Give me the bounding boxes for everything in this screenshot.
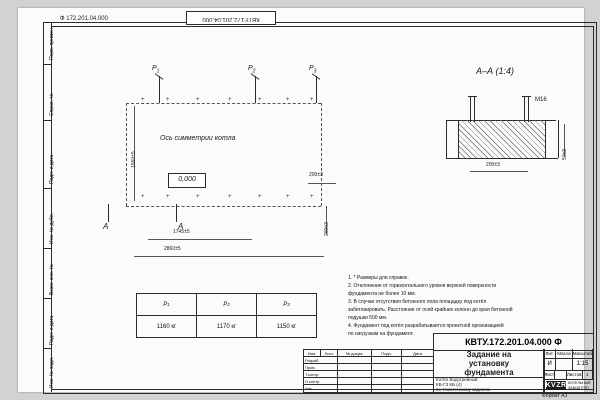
sheet-label: Лист bbox=[544, 372, 555, 377]
row-cell-0-3 bbox=[402, 357, 434, 364]
mark-plus: + bbox=[310, 194, 314, 200]
lt-h2-p: Р bbox=[223, 301, 228, 308]
strip-label-0: Перв. примен. bbox=[49, 26, 55, 60]
notes-block bbox=[348, 274, 588, 338]
strip-label-6: Инв. № подл. bbox=[49, 356, 55, 388]
mark-plus: + bbox=[166, 194, 170, 200]
strip-sep-c bbox=[43, 188, 51, 189]
approval-note: по техническому заданию bbox=[436, 387, 491, 392]
note-line-5: подушки 500 мм. bbox=[348, 315, 388, 321]
load-label-3-idx: 3 bbox=[313, 68, 317, 75]
load-table-header-1-text bbox=[137, 294, 196, 315]
lit-value: И bbox=[543, 358, 555, 370]
company-block bbox=[543, 379, 594, 393]
load-label-3-text: Р bbox=[309, 65, 314, 72]
mark-plus: + bbox=[228, 97, 232, 103]
row-label-0 bbox=[304, 357, 338, 364]
top-code-box-text: КВТУ.172.201.04.000 bbox=[202, 15, 260, 22]
scale-value: 1:15 bbox=[572, 358, 592, 370]
load-table bbox=[136, 293, 317, 338]
strip-sep-d bbox=[43, 248, 51, 249]
row-label-1 bbox=[304, 364, 338, 371]
load-label-1 bbox=[152, 65, 159, 75]
anchor-bolt-1-right bbox=[474, 96, 475, 122]
mass-value bbox=[555, 358, 572, 370]
plan-top-edge bbox=[126, 103, 321, 104]
strip-label-5: Подп. и дата bbox=[49, 315, 55, 345]
load-table-cell-1 bbox=[137, 316, 197, 338]
row-cell-0-1 bbox=[338, 357, 372, 364]
load-table-cell-1-text: 1160 кг bbox=[156, 323, 177, 330]
col-head-3 bbox=[372, 350, 402, 357]
title-line-0: Задание на bbox=[466, 350, 512, 359]
section-mark-right-line bbox=[176, 204, 177, 222]
load-table-header-2 bbox=[197, 294, 257, 316]
mark-plus: + bbox=[286, 194, 290, 200]
mark-plus: + bbox=[141, 97, 145, 103]
title-line-2: фундамента bbox=[464, 368, 514, 377]
note-line-7: по нагрузкам на фундамент. bbox=[348, 331, 414, 337]
axis-symmetry-label: Ось симметрии котла bbox=[160, 135, 236, 142]
strip-label-4: Взам. инв. № bbox=[49, 264, 55, 295]
top-left-code: Ф 172.201.04.000 bbox=[60, 16, 108, 22]
load-table-header-1 bbox=[137, 294, 197, 316]
load-table-cell-3-text: 1150 кг bbox=[276, 323, 297, 330]
anchor-bolt-1-cap bbox=[468, 96, 477, 97]
boiler-ref-0: Котёл Водогрейный bbox=[436, 377, 478, 382]
level-box-text: 0,000 bbox=[178, 176, 196, 184]
load-label-1-text: Р bbox=[152, 65, 157, 72]
dim-outer-label: 2860±5 bbox=[164, 246, 181, 252]
load-table-header-3-text bbox=[257, 294, 316, 315]
strip-sep-b bbox=[43, 120, 51, 121]
load-table-cell-2-text: 1170 кг bbox=[216, 323, 237, 330]
section-base-line bbox=[446, 158, 558, 159]
col-head-0-text: Изм. bbox=[307, 350, 317, 356]
scale-header: Масштаб bbox=[572, 351, 592, 356]
anchor-bolt-2-right bbox=[528, 96, 529, 122]
mass-header: Масса bbox=[555, 349, 572, 358]
row-cell-4-2 bbox=[372, 385, 402, 393]
strip-label-1: Справ. № bbox=[49, 93, 55, 116]
load-label-2-text: Р bbox=[248, 65, 253, 72]
drawing-sheet bbox=[18, 8, 592, 399]
row-cell-4-1 bbox=[338, 385, 372, 393]
col-head-0 bbox=[304, 350, 321, 357]
dim-right-bottom-label: 200±3 bbox=[324, 222, 330, 236]
note-line-4: забетонировать. Расстояние от осей крайних колонн до края бетонной bbox=[348, 307, 513, 313]
row-label-3 bbox=[304, 378, 338, 385]
load-label-2-idx: 2 bbox=[252, 68, 256, 75]
dim-vertical-label: 1560±5 bbox=[131, 151, 137, 168]
plan-left-edge bbox=[126, 103, 127, 206]
mark-plus: + bbox=[141, 194, 145, 200]
row-label-0-text: Разраб. bbox=[305, 357, 320, 363]
mark-plus: + bbox=[228, 194, 232, 200]
anchor-bolt-2-left bbox=[524, 96, 525, 122]
sheets-label: Листов bbox=[566, 372, 582, 377]
col-head-1-text: Лист bbox=[324, 350, 334, 356]
company-logo-icon: KVZR bbox=[545, 382, 567, 389]
load-table-cell-3 bbox=[257, 316, 317, 338]
col-head-4-text: Дата bbox=[413, 350, 422, 356]
load-arrow-1 bbox=[159, 76, 160, 103]
boiler-ref-1: КВ-ГЗ КБ (4) bbox=[436, 382, 462, 387]
dim-right-top-line bbox=[308, 183, 336, 184]
title-line-1: установку bbox=[468, 359, 510, 368]
row-cell-3-2 bbox=[372, 378, 402, 385]
section-foundation-block bbox=[458, 120, 546, 159]
row-cell-0-2 bbox=[372, 357, 402, 364]
plan-bottom-edge bbox=[126, 206, 321, 207]
load-label-2 bbox=[248, 65, 255, 75]
mark-plus: + bbox=[196, 97, 200, 103]
section-mark-right: A bbox=[178, 222, 184, 231]
mark-plus: + bbox=[258, 97, 262, 103]
format-note: Формат А3 bbox=[542, 393, 568, 399]
load-arrow-2 bbox=[255, 76, 256, 103]
row-label-4-text: Утв. bbox=[305, 386, 313, 391]
sheet-value bbox=[554, 370, 565, 379]
section-left-edge bbox=[446, 120, 447, 158]
row-cell-1-2 bbox=[372, 364, 402, 371]
row-label-2 bbox=[304, 371, 338, 378]
note-line-2: фундамента не более 10 мм. bbox=[348, 291, 416, 297]
lt-h2-i: 2 bbox=[227, 302, 230, 307]
section-width-dim-line bbox=[470, 171, 528, 172]
anchor-bolt-2-cap bbox=[522, 96, 531, 97]
designation-text: КВТУ.172.201.04.000 Ф bbox=[465, 337, 562, 347]
section-right-edge bbox=[558, 120, 559, 158]
note-line-1: 2. Отклонение от горизонтального уровня верхней поверхности bbox=[348, 283, 497, 289]
dim-inner-label: 1745±5 bbox=[173, 229, 190, 235]
bolt-size-label: М16 bbox=[535, 97, 547, 103]
strip-sep-a bbox=[43, 64, 51, 65]
lt-h3-p: Р bbox=[283, 301, 288, 308]
strip-label-2: Подп. и дата bbox=[49, 154, 55, 184]
strip-label-3: Инв. № дубл. bbox=[49, 213, 55, 244]
load-arrow-3 bbox=[316, 76, 317, 103]
company-name-1: ЗАВОД РЭП bbox=[568, 385, 589, 390]
section-mark-left-line bbox=[108, 204, 109, 222]
load-label-3 bbox=[309, 65, 316, 75]
level-box bbox=[168, 173, 206, 188]
mark-plus: + bbox=[310, 97, 314, 103]
load-label-1-idx: 1 bbox=[156, 68, 160, 75]
top-code-box bbox=[186, 11, 276, 25]
section-width-dim-label: 200±3 bbox=[486, 162, 500, 168]
load-table-header-3 bbox=[257, 294, 317, 316]
row-cell-3-3 bbox=[402, 378, 434, 385]
load-table-header-2-text bbox=[197, 294, 256, 315]
mark-plus: + bbox=[166, 97, 170, 103]
note-line-3: 3. В случае отсутствия бетонного пола площадку под котёл bbox=[348, 299, 487, 305]
row-label-3-text: Н.контр. bbox=[305, 378, 321, 384]
frame-left-line bbox=[43, 22, 44, 392]
dim-inner-line bbox=[148, 239, 252, 240]
strip-sep-e bbox=[43, 298, 51, 299]
lt-h1-i: 1 bbox=[167, 302, 170, 307]
col-head-3-text: Подп. bbox=[381, 350, 392, 356]
row-cell-3-1 bbox=[338, 378, 372, 385]
mark-plus: + bbox=[258, 194, 262, 200]
plan-right-edge bbox=[321, 103, 322, 206]
boiler-ref-block bbox=[433, 377, 545, 393]
col-head-1 bbox=[321, 350, 338, 357]
load-table-cell-2 bbox=[197, 316, 257, 338]
lt-h3-i: 3 bbox=[287, 302, 290, 307]
row-label-1-text: Пров. bbox=[305, 364, 316, 370]
dim-right-top-label: 200±3 bbox=[309, 172, 323, 178]
row-cell-1-1 bbox=[338, 364, 372, 371]
note-line-0: 1. * Размеры для справок. bbox=[348, 275, 409, 281]
mark-plus: + bbox=[286, 97, 290, 103]
col-head-2 bbox=[338, 350, 372, 357]
row-cell-1-3 bbox=[402, 364, 434, 371]
col-head-2-text: № докум. bbox=[345, 350, 364, 356]
sheets-value: 1 bbox=[582, 370, 592, 379]
company-name-0: КОТЕЛЬНЫЙ bbox=[568, 381, 591, 385]
section-title: А–А (1:4) bbox=[476, 66, 515, 76]
row-label-2-text: Т.контр. bbox=[305, 371, 320, 377]
anchor-bolt-1-left bbox=[470, 96, 471, 122]
row-cell-2-3 bbox=[402, 371, 434, 378]
note-line-6: 4. Фундамент под котёл разрабатывается проектной организацией bbox=[348, 323, 504, 329]
row-label-4 bbox=[304, 385, 338, 393]
dim-outer-line bbox=[134, 256, 324, 257]
section-mark-left: A bbox=[103, 222, 109, 231]
strip-sep-f bbox=[43, 348, 51, 349]
signature-table bbox=[303, 349, 434, 393]
row-cell-2-2 bbox=[372, 371, 402, 378]
lit-header: Лит. bbox=[543, 349, 555, 358]
mark-plus: + bbox=[196, 194, 200, 200]
lt-h1-p: Р bbox=[163, 301, 168, 308]
col-head-4 bbox=[402, 350, 434, 357]
row-cell-2-1 bbox=[338, 371, 372, 378]
title-area bbox=[433, 349, 545, 378]
section-height-dim-label: 50±3 bbox=[562, 148, 568, 160]
row-cell-4-3 bbox=[402, 385, 434, 393]
